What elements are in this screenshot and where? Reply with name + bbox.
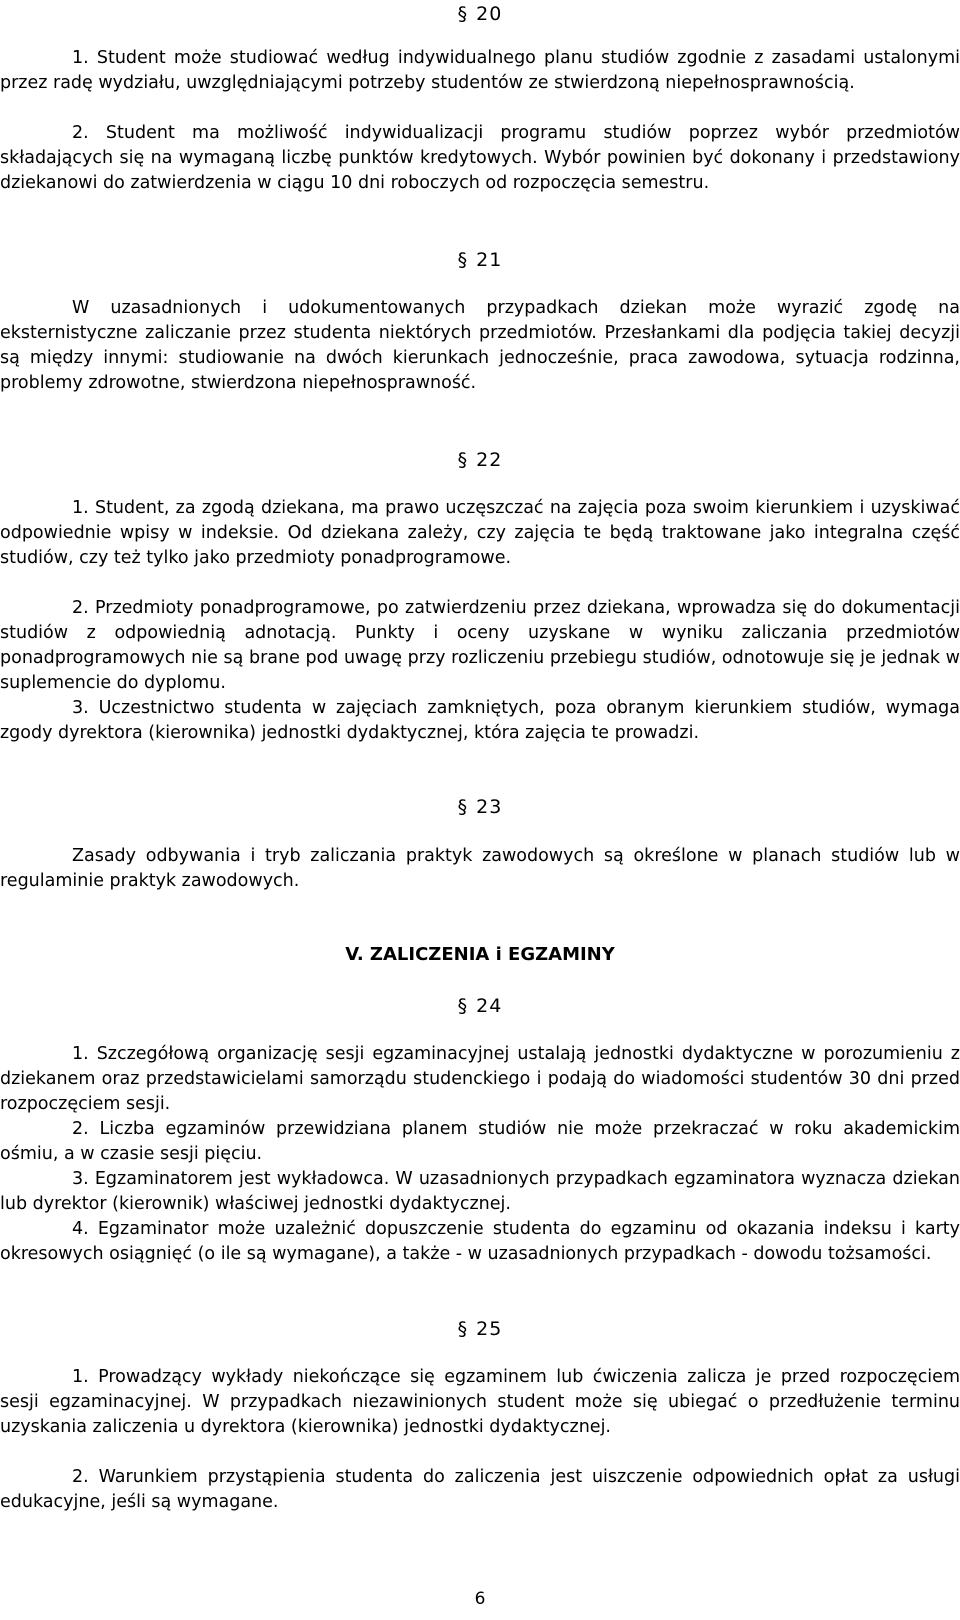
section-24-paragraph-1: 1. Szczegółową organizację sesji egzaminacyjnej ustalają jednostki dydaktyczne w porozumieniu z dziekanem oraz przedstawicielami samorządu studenckiego i podają do wiadomości studentów 30 dni przed rozpoczęciem sesji. [0, 1044, 960, 1114]
section-number: 24 [476, 995, 503, 1017]
section-23-heading [0, 795, 960, 819]
section-number: 22 [476, 449, 503, 471]
section-sign: § [457, 1318, 469, 1340]
section-number: 23 [476, 796, 503, 818]
section-21-paragraph-1: W uzasadnionych i udokumentowanych przypadkach dziekan może wyrazić zgodę na eksternistyczne zaliczanie przez studenta niektórych przedmiotów. Przesłankami dla podjęcia takiej decyzji są między innymi: studiowanie na dwóch kierunkach jednocześnie, praca zawodowa, sytuacja rodzinna, problemy zdrowotne, stwierdzona niepełnosprawność. [0, 298, 960, 393]
page-number: 6 [474, 1589, 486, 1609]
section-23-paragraph-1: Zasady odbywania i tryb zaliczania praktyk zawodowych są określone w planach studiów lub w regulaminie praktyk zawodowych. [0, 846, 960, 891]
section-25-heading [0, 1317, 960, 1341]
section-number: 20 [476, 3, 503, 25]
section-number: 25 [476, 1318, 503, 1340]
section-24-paragraph-4: 4. Egzaminator może uzależnić dopuszczenie studenta do egzaminu od okazania indeksu i karty okresowych osiągnięć (o ile są wymagane), a także - w uzasadnionych przypadkach - dowodu tożsamości. [0, 1219, 960, 1264]
section-25-paragraph-1: 1. Prowadzący wykłady niekończące się egzaminem lub ćwiczenia zalicza je przed rozpoczęciem sesji egzaminacyjnej. W przypadkach niezawinionych student może się ubiegać o przedłużenie terminu uzyskania zaliczenia u dyrektora (kierownika) jednostki dydaktycznej. [0, 1367, 960, 1437]
section-22-paragraph-2: 2. Przedmioty ponadprogramowe, po zatwierdzeniu przez dziekana, wprowadza się do dokumentacji studiów z odpowiednią adnotacją. Punkty i oceny uzyskane w wyniku zaliczania przedmiotów ponadprogramowych nie są brane pod uwagę przy rozliczeniu przebiegu studiów, odnotowuje się je jednak w suplemencie do dyplomu. [0, 598, 960, 693]
section-sign: § [457, 995, 469, 1017]
section-22-paragraph-3: 3. Uczestnictwo studenta w zajęciach zamkniętych, poza obranym kierunkiem studiów, wymaga zgody dyrektora (kierownika) jednostki dydaktycznej, która zajęcia te prowadzi. [0, 698, 960, 743]
section-21-heading [0, 248, 960, 272]
section-20-heading [0, 2, 960, 26]
section-22-paragraph-1: 1. Student, za zgodą dziekana, ma prawo uczęszczać na zajęcia poza swoim kierunkiem i uzyskiwać odpowiednie wpisy w indeksie. Od dziekana zależy, czy zajęcia te będą traktowane jako integralna część studiów, czy też tylko jako przedmioty ponadprogramowe. [0, 498, 960, 568]
section-24-paragraph-3: 3. Egzaminatorem jest wykładowca. W uzasadnionych przypadkach egzaminatora wyznacza dziekan lub dyrektor (kierownik) właściwej jednostki dydaktycznej. [0, 1169, 960, 1214]
section-sign: § [457, 449, 469, 471]
section-20-paragraph-1: 1. Student może studiować według indywidualnego planu studiów zgodnie z zasadami ustalonymi przez radę wydziału, uwzględniającymi potrzeby studentów ze stwierdzoną niepełnosprawnością. [0, 48, 960, 93]
section-sign: § [457, 3, 469, 25]
section-sign: § [457, 249, 469, 271]
section-number: 21 [476, 249, 503, 271]
section-25-paragraph-2: 2. Warunkiem przystąpienia studenta do zaliczenia jest uiszczenie odpowiednich opłat za usługi edukacyjne, jeśli są wymagane. [0, 1467, 960, 1512]
section-20-paragraph-2: 2. Student ma możliwość indywidualizacji programu studiów poprzez wybór przedmiotów składających się na wymaganą liczbę punktów kredytowych. Wybór powinien być dokonany i przedstawiony dziekanowi do zatwierdzenia w ciągu 10 dni roboczych od rozpoczęcia semestru. [0, 123, 960, 193]
chapter-heading: V. ZALICZENIA i EGZAMINY [345, 944, 615, 965]
section-24-paragraph-2: 2. Liczba egzaminów przewidziana planem studiów nie może przekraczać w roku akademickim ośmiu, a w czasie sesji pięciu. [0, 1119, 960, 1164]
section-22-heading [0, 448, 960, 472]
section-24-heading [0, 994, 960, 1018]
section-sign: § [457, 796, 469, 818]
